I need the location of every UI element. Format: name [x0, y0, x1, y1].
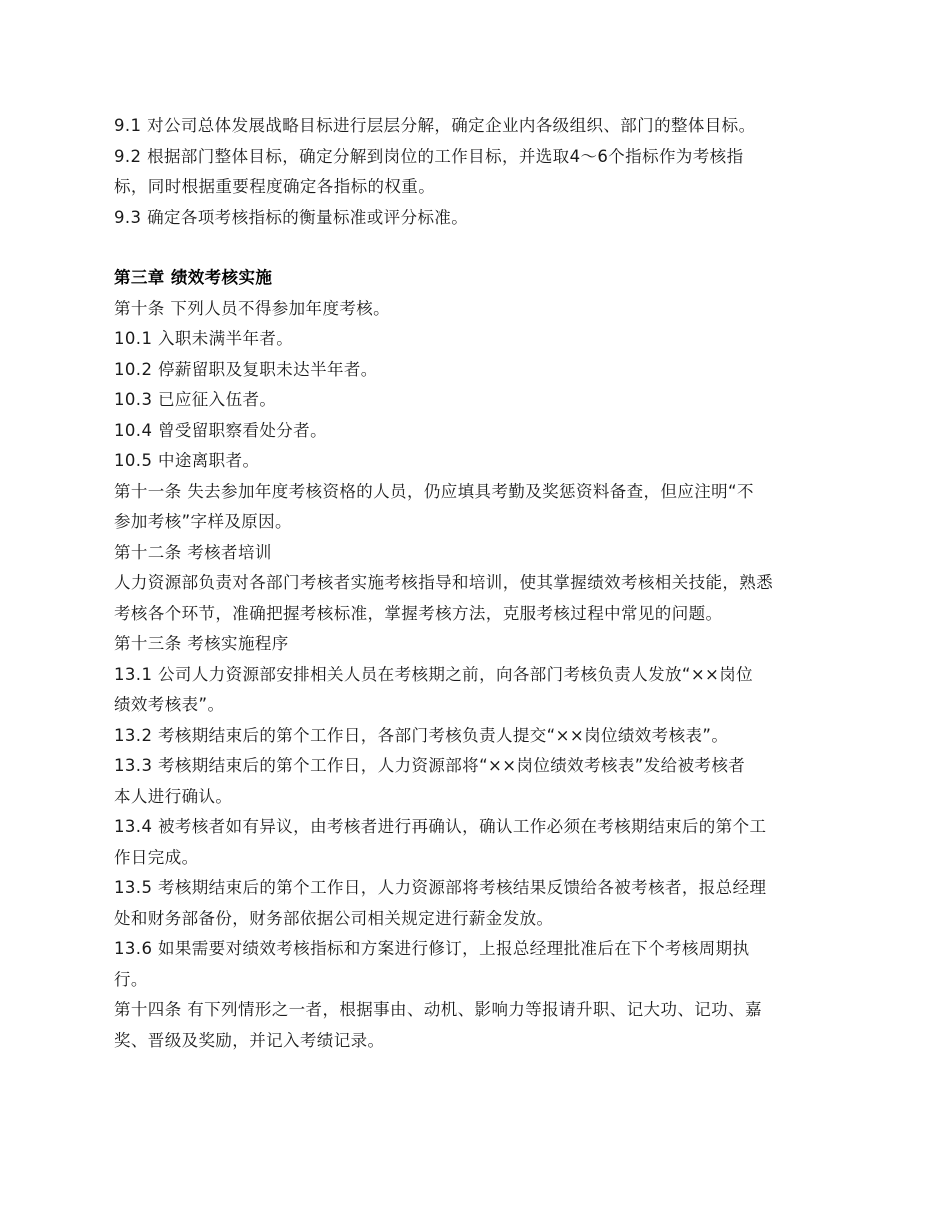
- clause-9-1: 9.1 对公司总体发展战略目标进行层层分解，确定企业内各级组织、部门的整体目标。: [114, 116, 756, 135]
- clause-13-5-line-1: 13.5 考核期结束后的第个工作日，人力资源部将考核结果反馈给各被考核者，报总经理: [114, 878, 767, 897]
- article-13: 第十三条 考核实施程序: [114, 634, 289, 653]
- clause-13-3-line-2: 本人进行确认。: [114, 786, 233, 806]
- clause-10-1: 10.1 入职未满半年者。: [114, 329, 294, 348]
- clause-13-3-line-1: 13.3 考核期结束后的第个工作日，人力资源部将“××岗位绩效考核表”发给被考核者: [114, 756, 746, 775]
- clause-13-4-line-1: 13.4 被考核者如有异议，由考核者进行再确认，确认工作必须在考核期结束后的第个工: [114, 817, 767, 836]
- clause-10-5: 10.5 中途离职者。: [114, 451, 260, 470]
- clause-13-5-line-2: 处和财务部备份，财务部依据公司相关规定进行薪金发放。: [114, 908, 554, 928]
- clause-13-1-line-2: 绩效考核表”。: [114, 695, 225, 714]
- clause-9-2-line-2: 标，同时根据重要程度确定各指标的权重。: [114, 177, 436, 196]
- clause-13-6-line-1: 13.6 如果需要对绩效考核指标和方案进行修订，上报总经理批准后在下个考核周期执: [114, 939, 750, 958]
- article-11-line-1: 第十一条 失去参加年度考核资格的人员，仍应填具考勤及奖惩资料备查，但应注明“不: [114, 481, 754, 501]
- clause-9-3: 9.3 确定各项考核指标的衡量标准或评分标准。: [114, 207, 469, 227]
- article-11-line-2: 参加考核”字样及原因。: [114, 512, 292, 531]
- document-body: [114, 111, 836, 1056]
- article-12-body-line-2: 考核各个环节，准确把握考核标准，掌握考核方法，克服考核过程中常见的问题。: [114, 603, 723, 623]
- section-spacer: [114, 233, 836, 263]
- clause-10-3: 10.3 已应征入伍者。: [114, 390, 277, 409]
- article-14-line-1: 第十四条 有下列情形之一者，根据事由、动机、影响力等报请升职、记大功、记功、嘉: [114, 1000, 762, 1019]
- clause-10-2: 10.2 停薪留职及复职未达半年者。: [114, 359, 378, 379]
- clause-13-2: 13.2 考核期结束后的第个工作日，各部门考核负责人提交“××岗位绩效考核表”。: [114, 725, 729, 745]
- clause-13-6-line-2: 行。: [114, 969, 148, 989]
- clause-13-4-line-2: 作日完成。: [114, 847, 199, 867]
- article-14-line-2: 奖、晋级及奖励，并记入考绩记录。: [114, 1030, 385, 1050]
- article-12: 第十二条 考核者培训: [114, 542, 272, 562]
- clause-13-1-line-1: 13.1 公司人力资源部安排相关人员在考核期之前，向各部门考核负责人发放“××岗位: [114, 664, 754, 684]
- clause-10-4: 10.4 曾受留职察看处分者。: [114, 420, 327, 440]
- article-12-body-line-1: 人力资源部负责对各部门考核者实施考核指导和培训，使其掌握绩效考核相关技能，熟悉: [114, 573, 774, 592]
- clause-9-2-line-1: 9.2 根据部门整体目标，确定分解到岗位的工作目标，并选取4～6个指标作为考核指: [114, 146, 744, 166]
- article-10: 第十条 下列人员不得参加年度考核。: [114, 298, 391, 318]
- chapter-3-heading: 第三章 绩效考核实施: [114, 268, 273, 287]
